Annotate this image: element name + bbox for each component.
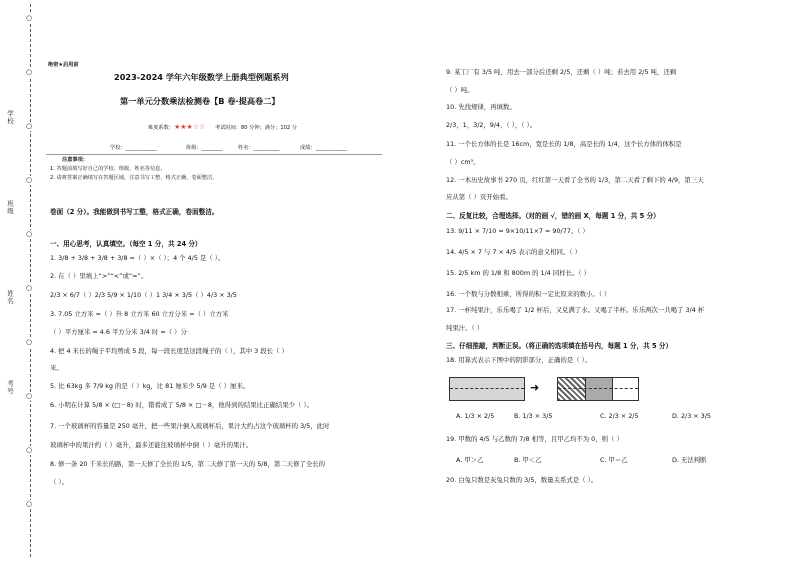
- option-d: D. 无法判断: [672, 456, 707, 464]
- binding-hole: ○: [26, 176, 33, 184]
- option-a: A. 1/3 × 2/5: [456, 412, 495, 420]
- question-line: 11. 一个长方体的长是 16cm，宽是长的 1/8，高是长的 1/4，这个长方体的体积是: [446, 140, 682, 148]
- judge-item: 13. 9/11 × 7/10 = 9×10/11×7 = 90/77。（ ）: [446, 227, 589, 235]
- time-score: 考试时间：80 分钟；满分：102 分: [215, 125, 298, 131]
- question-line: （ ）cm³。: [446, 158, 480, 166]
- question-line: 10. 先找规律，再填数。: [446, 103, 516, 111]
- notes-item: 1. 答题前填写好自己的学校、班级、姓名等信息。: [50, 166, 166, 172]
- figure-right-bar: [557, 377, 639, 401]
- question-line: 5. 比 63kg 多 7/9 kg 的是（ ）kg，比 81 厘米少 5/9 是（ ）厘米。: [50, 382, 250, 390]
- judge-item: 17. 一杯纯果汁，乐乐喝了 1/2 杯后，又兑满了水。又喝了半杯。乐乐两次一共喝了 3/4 杯: [446, 306, 705, 314]
- question-line: 米。: [50, 364, 63, 372]
- arrow-icon: ➜: [530, 381, 540, 394]
- question-line: 12. 一本历史故事书 270 页，红红第一天看了全书的 1/3，第二天看了剩下的 4/9，第三天: [446, 176, 704, 184]
- binding-hole: ○: [26, 392, 33, 400]
- question-line: 1. 3/8 + 3/8 + 3/8 + 3/8 =（ ）×（ ）；4 个 4/5 是（ ）。: [50, 254, 225, 262]
- option-a: A. 甲＞乙: [456, 456, 484, 464]
- binding-hole: ○: [26, 14, 33, 22]
- binding-hole: ○: [26, 284, 33, 292]
- binding-hole: ○: [26, 122, 33, 130]
- neatness-line: 卷面（2 分）。我能做到书写工整，格式正确，卷面整洁。: [50, 208, 219, 216]
- figure-dash: [558, 388, 638, 389]
- question-line: 20. 白兔只数是灰兔只数的 3/5，数量关系式是（ ）。: [446, 476, 598, 484]
- cut-line: [30, 4, 31, 557]
- question-line: （ ）。: [50, 478, 69, 486]
- option-c: C. 2/3 × 2/5: [600, 412, 639, 420]
- question-line: 3. 7.05 立方米 =（ ）升 8 立方米 60 立方分米 =（ ）立方米: [50, 310, 229, 318]
- question-line: 9. 某工厂有 3/5 吨，用去一部分后还剩 2/5，还剩（ ）吨；若去用 2/5 吨，还剩: [446, 68, 677, 76]
- section1-title: 一、用心思考，认真填空。（每空 1 分，共 24 分）: [50, 240, 202, 248]
- binding-hole: ○: [26, 68, 33, 76]
- notes-title: 注意事项：: [62, 157, 88, 163]
- difficulty-row: [148, 124, 297, 132]
- binding-margin: [0, 0, 42, 561]
- question-line: 2/3，1，3/2，9/4，（ ），（ ）。: [446, 121, 537, 129]
- info-field-score: 成绩：____________: [300, 145, 347, 151]
- binding-hole: ○: [26, 230, 33, 238]
- difficulty-label: 难度系数：: [148, 125, 174, 131]
- figure-dash: [450, 388, 524, 389]
- binding-hole: ○: [26, 338, 33, 346]
- notes-item: 2. 请将答案正确填写在答题区域，注意书写工整，格式正确，卷面整洁。: [50, 175, 218, 181]
- binding-label-name: 姓名: [6, 290, 14, 305]
- question-line: 应从第（ ）页开始看。: [446, 193, 512, 201]
- question-line: 6. 小明在计算 5/8 × (□－8) 时，错看成了 5/8 × □－8，他得到的结果比正确结果少（ ）。: [50, 401, 313, 409]
- figure-shade-2: [585, 378, 613, 400]
- section2-title: 二、反复比较，合理选择。（对的画 √，错的画 X，每题 1 分，共 5 分）: [446, 212, 660, 220]
- secret-mark: 绝密★启用前: [48, 62, 79, 68]
- question-line: 2/3 × 6/7（ ）2/3 5/9 × 1/10（ ）1 3/4 × 3/5（ ）4/3 × 3/5: [50, 291, 237, 299]
- binding-label-id: 考号: [6, 380, 14, 395]
- question-line: 18. 用算式表示下图中的阴影部分，正确的是（ ）。: [446, 356, 592, 364]
- question-line: 7. 一个玻璃杯的容量是 250 毫升，把一些果汁倒入玻璃杯后，果汁大约占这个玻璃杯的 3/5，此时: [50, 422, 330, 430]
- page-title: 2023-2024 学年六年级数学上册典型例题系列: [114, 72, 289, 82]
- binding-hole: ○: [26, 446, 33, 454]
- question-line: 4. 把 4 米长的绳子平均剪成 5 段，每一段长度是这段绳子的（ ），其中 3 段长（ ）: [50, 347, 288, 355]
- question-line: （ ）平方厘米 = 4.6 平方分米 3/4 时 =（ ）分: [50, 328, 187, 336]
- info-field-class: 班级：________: [186, 145, 223, 151]
- question-line: 2. 在（ ）里填上“>”“<”或“=”。: [50, 272, 148, 280]
- page-subtitle: 第一单元分数乘法检测卷【B 卷·提高卷二】: [120, 96, 280, 106]
- option-d: D. 2/3 × 3/5: [672, 412, 711, 420]
- notes-divider: [46, 154, 382, 155]
- binding-label-school: 学校: [6, 110, 14, 125]
- binding-label-class: 班级: [6, 200, 14, 215]
- info-field-name: 姓名：__________: [238, 145, 280, 151]
- section3-title: 三、仔细推敲，判断正误。（将正确的选项填在括号内，每题 1 分，共 5 分）: [446, 342, 673, 350]
- question-line: 19. 甲数的 4/5 与乙数的 7/8 相等，且甲乙均不为 0，则（ ）: [446, 435, 623, 443]
- question-line: 8. 修一条 20 千米长的路，第一天修了全长的 1/5，第二天修了第一天的 5/8，第二天修了全长的: [50, 460, 326, 468]
- info-field-school: 学校：____________: [110, 145, 157, 151]
- judge-item: 15. 2/5 km 的 1/8 和 800m 的 1/4 同样长。（ ）: [446, 269, 590, 277]
- option-b: B. 甲＜乙: [514, 456, 542, 464]
- difficulty-stars: ★★★☆☆: [173, 123, 206, 131]
- binding-hole: ○: [26, 500, 33, 508]
- question-line: （ ）吨。: [446, 86, 474, 94]
- judge-item: 纯果汁。（ ）: [446, 324, 484, 332]
- judge-item: 16. 一个数与分数相乘，所得的积一定比原来的数小。（ ）: [446, 290, 611, 298]
- judge-item: 14. 4/5 × 7 与 7 × 4/5 表示的意义相同。（ ）: [446, 248, 581, 256]
- question-line: 玻璃杯中的果汁约（ ）毫升，最多还能往玻璃杯中倒（ ）毫升的果汁。: [50, 441, 253, 449]
- option-b: B. 1/3 × 3/5: [514, 412, 553, 420]
- figure-left-bar: [449, 377, 525, 401]
- option-c: C. 甲＝乙: [600, 456, 628, 464]
- figure-shade: [558, 378, 585, 400]
